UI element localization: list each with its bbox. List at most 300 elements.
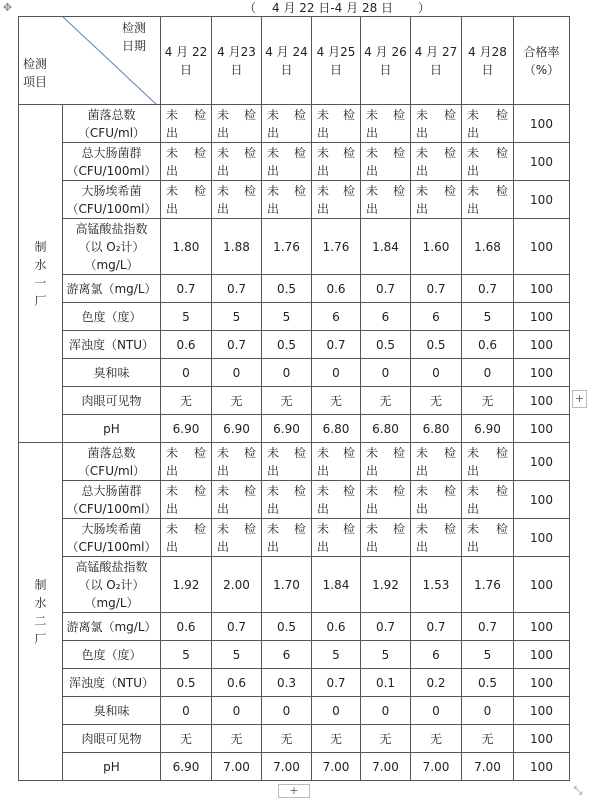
- not-detected-char: 检: [392, 183, 405, 198]
- pass-rate-cell: 100: [514, 557, 570, 613]
- value-cell: 2.00: [212, 557, 262, 613]
- add-column-button[interactable]: +: [572, 390, 587, 408]
- not-detected-cell: [212, 519, 262, 557]
- value-cell: 无: [212, 387, 262, 415]
- value-cell: 6.90: [262, 415, 312, 443]
- item-name-line: 游离氯（mg/L）: [66, 619, 157, 634]
- value-cell: 0: [312, 359, 361, 387]
- value-cell: 5: [161, 641, 212, 669]
- value-cell: 5: [462, 641, 514, 669]
- value-cell: 1.88: [212, 219, 262, 275]
- pass-rate-header-line: （%）: [523, 62, 560, 77]
- value-cell: 6.90: [462, 415, 514, 443]
- not-detected-char: 出: [267, 501, 280, 516]
- item-name-line: 菌落总数: [87, 107, 136, 122]
- not-detected-cell: [161, 481, 212, 519]
- value-cell: 1.80: [161, 219, 212, 275]
- item-name-line: pH: [103, 421, 120, 436]
- item-name-line: 浑浊度（NTU）: [68, 675, 155, 690]
- not-detected-char: 出: [467, 201, 480, 216]
- not-detected-char: 检: [193, 483, 206, 498]
- item-name-cell: [63, 519, 161, 557]
- not-detected-char: 未: [217, 107, 230, 122]
- not-detected-char: 检: [342, 483, 355, 498]
- not-detected-char: 出: [317, 501, 330, 516]
- not-detected-cell: [312, 181, 361, 219]
- value-cell: 0.7: [462, 275, 514, 303]
- table-row: [19, 387, 570, 415]
- not-detected-char: 未: [366, 183, 379, 198]
- not-detected-char: 检: [342, 445, 355, 460]
- value-cell: 0.5: [462, 669, 514, 697]
- item-name-cell: [63, 669, 161, 697]
- table-row: [19, 415, 570, 443]
- value-cell: 0.7: [161, 275, 212, 303]
- not-detected-char: 出: [267, 463, 280, 478]
- not-detected-char: 未: [317, 483, 330, 498]
- value-cell: 0.7: [361, 613, 411, 641]
- pass-rate-cell: 100: [514, 143, 570, 181]
- value-cell: 0.5: [262, 275, 312, 303]
- value-cell: 5: [462, 303, 514, 331]
- value-cell: 无: [312, 725, 361, 753]
- not-detected-char: 未: [467, 183, 480, 198]
- not-detected-char: 未: [317, 107, 330, 122]
- date-header-cell: [312, 17, 361, 105]
- value-cell: 0: [361, 697, 411, 725]
- not-detected-char: 出: [166, 539, 179, 554]
- value-cell: 7.00: [312, 753, 361, 781]
- date-header-cell: [161, 17, 212, 105]
- not-detected-char: 出: [166, 501, 179, 516]
- not-detected-cell: [411, 105, 462, 143]
- not-detected-char: 未: [217, 483, 230, 498]
- date-header-line: 日: [481, 62, 494, 77]
- value-cell: 无: [361, 387, 411, 415]
- not-detected-char: 未: [467, 145, 480, 160]
- table-row: [19, 725, 570, 753]
- pass-rate-cell: 100: [514, 303, 570, 331]
- not-detected-char: 未: [166, 445, 179, 460]
- item-name-line: 色度（度）: [81, 647, 142, 662]
- value-cell: 无: [161, 387, 212, 415]
- value-cell: 5: [262, 303, 312, 331]
- item-name-line: （mg/L）: [84, 595, 139, 610]
- not-detected-char: 检: [342, 145, 355, 160]
- value-cell: 0: [462, 697, 514, 725]
- value-cell: 无: [262, 387, 312, 415]
- not-detected-cell: [161, 519, 212, 557]
- not-detected-char: 出: [467, 463, 480, 478]
- not-detected-char: 出: [416, 539, 429, 554]
- item-name-line: （CFU/100ml）: [66, 501, 157, 516]
- plant-name-char: 二: [34, 613, 47, 628]
- item-name-line: （CFU/ml）: [77, 125, 146, 140]
- not-detected-cell: [161, 143, 212, 181]
- date-header-line: 日: [429, 62, 442, 77]
- not-detected-char: 检: [243, 483, 256, 498]
- pass-rate-cell: 100: [514, 359, 570, 387]
- not-detected-char: 出: [217, 539, 230, 554]
- not-detected-cell: [312, 481, 361, 519]
- pass-rate-cell: 100: [514, 669, 570, 697]
- add-row-button[interactable]: +: [278, 784, 310, 798]
- value-cell: 7.00: [262, 753, 312, 781]
- date-header-line: 4 月 27: [414, 44, 458, 59]
- table-row: [19, 219, 570, 275]
- value-cell: 1.53: [411, 557, 462, 613]
- value-cell: 0: [411, 697, 462, 725]
- not-detected-char: 未: [317, 445, 330, 460]
- value-cell: 1.60: [411, 219, 462, 275]
- item-name-cell: [63, 641, 161, 669]
- item-name-line: 高锰酸盐指数: [75, 559, 148, 574]
- not-detected-cell: [312, 105, 361, 143]
- not-detected-char: 出: [467, 125, 480, 140]
- not-detected-char: 检: [342, 183, 355, 198]
- value-cell: 0.7: [411, 613, 462, 641]
- item-name-cell: [63, 275, 161, 303]
- diagonal-header-cell: [19, 17, 161, 105]
- not-detected-cell: [462, 105, 514, 143]
- value-cell: 0: [361, 359, 411, 387]
- pass-rate-cell: 100: [514, 331, 570, 359]
- item-name-line: 大肠埃希菌: [81, 183, 142, 198]
- header-item-label: [23, 55, 47, 91]
- not-detected-cell: [361, 481, 411, 519]
- value-cell: 6: [361, 303, 411, 331]
- not-detected-char: 检: [293, 521, 306, 536]
- header-row: [19, 17, 570, 105]
- pass-rate-cell: 100: [514, 519, 570, 557]
- not-detected-cell: [361, 181, 411, 219]
- not-detected-char: 未: [166, 483, 179, 498]
- plant-name-char: 水: [34, 595, 47, 610]
- value-cell: 0.7: [462, 613, 514, 641]
- plant-name-char: 制: [34, 577, 47, 592]
- item-name-cell: [63, 697, 161, 725]
- value-cell: 无: [212, 725, 262, 753]
- not-detected-char: 未: [366, 107, 379, 122]
- plant-name-cell: [19, 443, 63, 781]
- not-detected-cell: [312, 443, 361, 481]
- not-detected-cell: [212, 443, 262, 481]
- not-detected-char: 检: [293, 183, 306, 198]
- header-date-label: [122, 19, 146, 55]
- table-row: [19, 669, 570, 697]
- not-detected-char: 未: [166, 107, 179, 122]
- date-header-line: 日: [379, 62, 392, 77]
- value-cell: 5: [312, 641, 361, 669]
- item-name-line: 高锰酸盐指数: [75, 221, 148, 236]
- value-cell: 6: [312, 303, 361, 331]
- item-name-line: （以 O₂计）: [78, 577, 145, 592]
- date-header-cell: [411, 17, 462, 105]
- header-item-label-line: 检测: [23, 57, 48, 71]
- header-item-label-line: 项目: [23, 75, 48, 89]
- not-detected-char: 出: [317, 201, 330, 216]
- not-detected-cell: [212, 105, 262, 143]
- not-detected-char: 检: [443, 145, 456, 160]
- item-name-line: 浑浊度（NTU）: [68, 337, 155, 352]
- value-cell: 0.3: [262, 669, 312, 697]
- not-detected-char: 出: [267, 539, 280, 554]
- not-detected-char: 检: [443, 183, 456, 198]
- value-cell: 0.7: [361, 275, 411, 303]
- table-row: [19, 105, 570, 143]
- value-cell: 6.80: [361, 415, 411, 443]
- not-detected-char: 检: [392, 107, 405, 122]
- not-detected-char: 未: [267, 145, 280, 160]
- not-detected-char: 未: [416, 145, 429, 160]
- table-row: [19, 181, 570, 219]
- value-cell: 0: [212, 697, 262, 725]
- not-detected-cell: [161, 443, 212, 481]
- table-row: [19, 443, 570, 481]
- item-name-cell: [63, 303, 161, 331]
- table-move-icon[interactable]: ✥: [2, 1, 13, 14]
- not-detected-cell: [212, 143, 262, 181]
- not-detected-cell: [212, 481, 262, 519]
- not-detected-char: 检: [392, 483, 405, 498]
- not-detected-char: 检: [443, 521, 456, 536]
- not-detected-cell: [262, 519, 312, 557]
- date-header-line: 日: [280, 62, 293, 77]
- item-name-cell: [63, 331, 161, 359]
- not-detected-char: 检: [495, 145, 508, 160]
- value-cell: 无: [462, 387, 514, 415]
- pass-rate-cell: 100: [514, 697, 570, 725]
- pass-rate-cell: 100: [514, 753, 570, 781]
- not-detected-char: 未: [317, 521, 330, 536]
- not-detected-cell: [361, 519, 411, 557]
- table-row: [19, 613, 570, 641]
- value-cell: 0.5: [262, 613, 312, 641]
- value-cell: 6: [411, 303, 462, 331]
- plant-name-char: 水: [34, 257, 47, 272]
- pass-rate-cell: 100: [514, 481, 570, 519]
- item-name-line: （CFU/ml）: [77, 463, 146, 478]
- plant-name-char: 厂: [34, 631, 47, 646]
- not-detected-char: 未: [416, 521, 429, 536]
- pass-rate-cell: 100: [514, 443, 570, 481]
- item-name-line: （CFU/100ml）: [66, 163, 157, 178]
- not-detected-char: 检: [495, 483, 508, 498]
- not-detected-char: 出: [467, 163, 480, 178]
- value-cell: 5: [161, 303, 212, 331]
- not-detected-char: 检: [443, 107, 456, 122]
- value-cell: 0.5: [161, 669, 212, 697]
- item-name-cell: [63, 415, 161, 443]
- not-detected-char: 未: [267, 107, 280, 122]
- not-detected-char: 出: [366, 125, 379, 140]
- water-quality-table: [18, 16, 570, 781]
- value-cell: 0.6: [161, 613, 212, 641]
- value-cell: 6: [411, 641, 462, 669]
- not-detected-cell: [462, 181, 514, 219]
- not-detected-char: 未: [416, 183, 429, 198]
- date-header-line: 日: [230, 62, 243, 77]
- not-detected-char: 未: [366, 521, 379, 536]
- not-detected-char: 出: [366, 463, 379, 478]
- value-cell: 0: [462, 359, 514, 387]
- header-date-label-line: 日期: [121, 39, 146, 53]
- value-cell: 无: [411, 725, 462, 753]
- value-cell: 5: [212, 303, 262, 331]
- item-name-line: 肉眼可见物: [81, 731, 142, 746]
- value-cell: 0.2: [411, 669, 462, 697]
- not-detected-char: 未: [166, 521, 179, 536]
- not-detected-char: 出: [416, 201, 429, 216]
- not-detected-char: 出: [166, 125, 179, 140]
- not-detected-char: 出: [467, 539, 480, 554]
- not-detected-char: 检: [392, 521, 405, 536]
- pass-rate-cell: 100: [514, 613, 570, 641]
- not-detected-cell: [361, 443, 411, 481]
- not-detected-cell: [262, 481, 312, 519]
- not-detected-char: 出: [366, 539, 379, 554]
- value-cell: 1.68: [462, 219, 514, 275]
- not-detected-cell: [361, 143, 411, 181]
- item-name-cell: [63, 359, 161, 387]
- not-detected-char: 出: [366, 501, 379, 516]
- table-row: [19, 557, 570, 613]
- value-cell: 7.00: [361, 753, 411, 781]
- value-cell: 0.7: [411, 275, 462, 303]
- value-cell: 1.92: [161, 557, 212, 613]
- not-detected-char: 出: [217, 201, 230, 216]
- pass-rate-cell: 100: [514, 415, 570, 443]
- not-detected-char: 检: [293, 107, 306, 122]
- table-resize-icon[interactable]: ⤡: [573, 784, 583, 797]
- not-detected-char: 未: [317, 145, 330, 160]
- date-header-cell: [262, 17, 312, 105]
- not-detected-char: 出: [166, 201, 179, 216]
- value-cell: 无: [462, 725, 514, 753]
- table-row: [19, 303, 570, 331]
- value-cell: 7.00: [411, 753, 462, 781]
- not-detected-char: 出: [217, 125, 230, 140]
- value-cell: 0.7: [312, 669, 361, 697]
- table-row: [19, 359, 570, 387]
- value-cell: 0: [212, 359, 262, 387]
- date-header-cell: [212, 17, 262, 105]
- value-cell: 5: [361, 641, 411, 669]
- not-detected-cell: [161, 105, 212, 143]
- not-detected-cell: [462, 143, 514, 181]
- value-cell: 0.6: [212, 669, 262, 697]
- not-detected-cell: [462, 481, 514, 519]
- not-detected-char: 检: [443, 483, 456, 498]
- not-detected-char: 未: [267, 483, 280, 498]
- item-name-cell: [63, 105, 161, 143]
- item-name-cell: [63, 481, 161, 519]
- item-name-line: 臭和味: [93, 703, 130, 718]
- not-detected-char: 未: [416, 483, 429, 498]
- date-header-line: 4 月25: [316, 44, 356, 59]
- not-detected-char: 检: [193, 445, 206, 460]
- value-cell: 0: [312, 697, 361, 725]
- plant-name-char: 一: [34, 275, 47, 290]
- value-cell: 0.5: [361, 331, 411, 359]
- pass-rate-cell: 100: [514, 181, 570, 219]
- item-name-line: （mg/L）: [84, 257, 139, 272]
- not-detected-cell: [262, 181, 312, 219]
- not-detected-char: 检: [495, 445, 508, 460]
- date-header-line: 4 月 24: [265, 44, 308, 59]
- not-detected-cell: [462, 519, 514, 557]
- not-detected-cell: [411, 481, 462, 519]
- not-detected-cell: [161, 181, 212, 219]
- value-cell: 0.6: [312, 275, 361, 303]
- item-name-line: 臭和味: [93, 365, 130, 380]
- date-range-close: ）: [418, 1, 431, 15]
- value-cell: 无: [161, 725, 212, 753]
- item-name-line: 总大肠菌群: [81, 483, 142, 498]
- value-cell: 无: [262, 725, 312, 753]
- item-name-line: pH: [103, 759, 120, 774]
- item-name-line: 总大肠菌群: [81, 145, 142, 160]
- value-cell: 6.90: [161, 753, 212, 781]
- not-detected-char: 未: [467, 445, 480, 460]
- table-row: [19, 331, 570, 359]
- not-detected-char: 检: [243, 183, 256, 198]
- not-detected-char: 检: [193, 521, 206, 536]
- pass-rate-cell: 100: [514, 105, 570, 143]
- not-detected-char: 出: [317, 539, 330, 554]
- value-cell: 5: [212, 641, 262, 669]
- not-detected-char: 未: [366, 483, 379, 498]
- not-detected-char: 出: [217, 163, 230, 178]
- not-detected-cell: [312, 519, 361, 557]
- not-detected-char: 检: [293, 483, 306, 498]
- item-name-cell: [63, 219, 161, 275]
- value-cell: 6.90: [212, 415, 262, 443]
- date-header-line: 日: [329, 62, 342, 77]
- not-detected-char: 检: [342, 107, 355, 122]
- pass-rate-cell: 100: [514, 275, 570, 303]
- not-detected-cell: [411, 443, 462, 481]
- value-cell: 0.6: [161, 331, 212, 359]
- not-detected-char: 检: [392, 445, 405, 460]
- not-detected-char: 出: [267, 163, 280, 178]
- not-detected-char: 未: [467, 483, 480, 498]
- not-detected-cell: [212, 181, 262, 219]
- not-detected-char: 检: [193, 107, 206, 122]
- not-detected-cell: [411, 143, 462, 181]
- not-detected-char: 出: [217, 463, 230, 478]
- not-detected-cell: [411, 519, 462, 557]
- not-detected-cell: [411, 181, 462, 219]
- not-detected-cell: [361, 105, 411, 143]
- value-cell: 0: [161, 697, 212, 725]
- table-row: [19, 519, 570, 557]
- not-detected-char: 检: [443, 445, 456, 460]
- not-detected-char: 未: [217, 183, 230, 198]
- not-detected-char: 出: [467, 501, 480, 516]
- not-detected-cell: [262, 443, 312, 481]
- not-detected-char: 未: [317, 183, 330, 198]
- not-detected-char: 检: [495, 107, 508, 122]
- not-detected-char: 出: [267, 125, 280, 140]
- item-name-cell: [63, 753, 161, 781]
- value-cell: 1.76: [462, 557, 514, 613]
- not-detected-char: 检: [293, 145, 306, 160]
- table-row: [19, 143, 570, 181]
- value-cell: 0.6: [462, 331, 514, 359]
- date-range-text: 4 月 22 日-4 月 28 日: [272, 1, 394, 15]
- value-cell: 7.00: [462, 753, 514, 781]
